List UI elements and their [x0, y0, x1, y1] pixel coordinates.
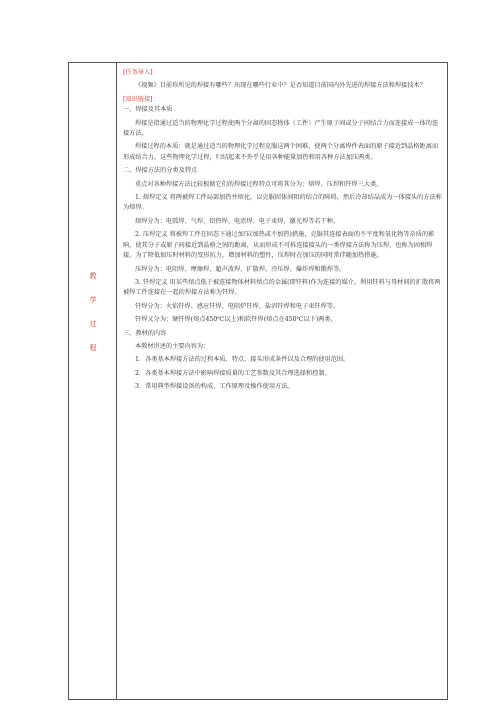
- paragraph: 焊接是指通过适当的物理化学过程使两个分离的固态物体（工件）产生原子间或分子间结合力而连接成一体的连接方法。: [123, 119, 439, 138]
- paragraph: 焊接过程的本质：就是通过适当的物理化学过程克服这两个困难，使两个分离焊件表面的原子接近到晶格距离而形成结合力。这些物理化学过程，归结起来不外乎是用各种能量加热和用各种方法加压两类。: [123, 143, 439, 161]
- list-item: 3. 钎焊定义 用某些熔点低于被连接物体材料熔点的金属(即钎料)作为连接的媒介，利用钎料与母材间的扩散将两被焊工件连接在一起的焊接方法称为钎焊。: [123, 278, 441, 297]
- list-item: 钎焊分为：火焰钎焊、感应钎焊、电阻炉钎焊、盐浴钎焊和电子束钎焊等。: [135, 302, 340, 310]
- section-title: 二、焊接方法的分类及特点: [123, 167, 198, 175]
- lesson-table: [68, 62, 448, 700]
- paragraph: 本教材讲述的主要内容为：: [135, 342, 210, 350]
- list-item: 3．常用典型焊接设备的构成、工作原理及操作使用方法。: [135, 383, 294, 391]
- list-item: 1. 熔焊定义 将两被焊工件局部加热并熔化，以克服固体间阻的结合的障碍，然后冷却结晶成为一体接头的方法称为熔焊。: [123, 194, 442, 212]
- section-title: 三、教材的内容: [123, 329, 167, 337]
- side-label-char: 过: [89, 320, 97, 328]
- list-item: 2. 压焊定义 将被焊工件在固态下通过加压(加热或不加热)措施，克服其连接表面的不平度和氧化物等杂质的影响，使其分子或原子间接近到晶格之间的距离，从而形成不可拆连接接头的一类焊接方法称为压焊，也称为固相焊接。为了降低加压时材料的变形抗力，增加材料的塑性，压焊时在加压的同时常伴随加热措施。: [123, 231, 435, 260]
- task-heading: [任务导入]：: [123, 69, 159, 76]
- lesson-content: [123, 68, 443, 393]
- side-label-char: 程: [89, 344, 97, 352]
- side-label-char: 教: [89, 272, 97, 280]
- section-title: 一、焊接及其本质: [123, 106, 173, 114]
- list-item: 钎焊又分为：硬钎焊(熔点450℃以上)和软钎焊(熔点在450℃以下)两类。: [135, 316, 337, 324]
- list-item: 熔焊分为：电弧焊、气焊、铝热焊、电渣焊、电子束焊、激光焊等若干种。: [135, 217, 340, 225]
- task-text: 《视频》目前你所见的焊接有哪些？出现在哪些行业中？是否知道目前国内外先进的焊接方法和焊接技术？: [135, 82, 426, 90]
- paragraph: 重点对各种焊接方法比较根据它们的焊接过程特点可将其分为：熔焊、压焊和钎焊三大类。: [135, 180, 383, 188]
- side-column: [69, 63, 117, 699]
- list-item: 2．各类基本焊接方法中影响焊接质量的工艺参数及其合理选择和控制。: [135, 369, 331, 377]
- list-item: 压焊分为：电阻焊、摩擦焊、超声波焊、扩散焊、冷压焊、爆炸焊和锻焊等。: [135, 265, 346, 273]
- side-label-char: 学: [89, 296, 97, 304]
- knowledge-heading: [知识链接]：: [123, 95, 159, 103]
- list-item: 1．各类基本焊接方法的过程本质、特点、接头形成条件以及合理的使用范围。: [135, 356, 350, 364]
